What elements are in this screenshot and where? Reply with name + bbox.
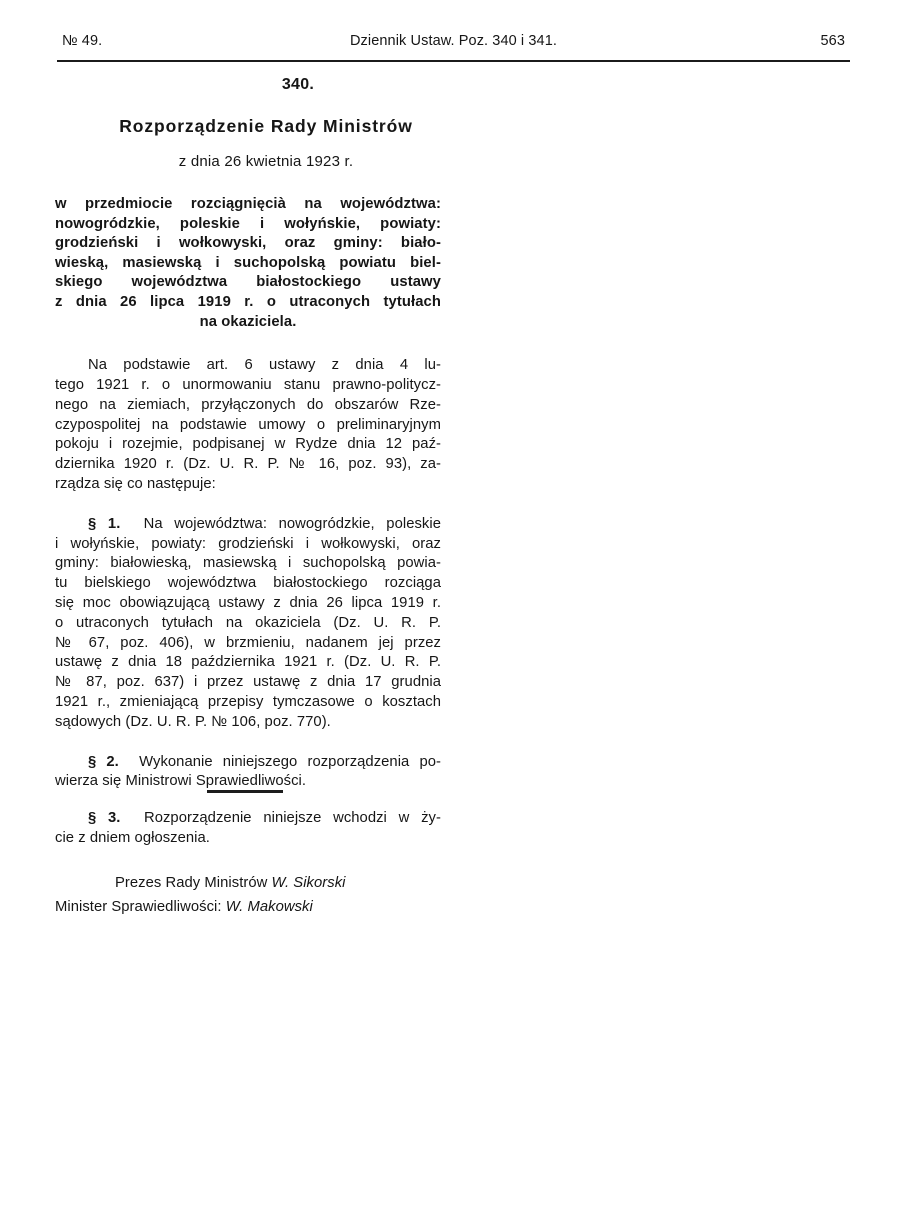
- subject-line: wieską, masiewską i suchopolską powiatu biel-: [55, 254, 441, 271]
- closing-rule: [207, 790, 283, 793]
- header-rule: [57, 60, 850, 62]
- preamble-line: pokoju i rozejmie, podpisanej w Rydze dnia 12 paź-: [55, 436, 441, 453]
- section-line: sądowych (Dz. U. R. P. № 106, poz. 770).: [55, 713, 331, 730]
- signature-role: Prezes Rady Ministrów: [115, 874, 272, 891]
- issue-number: № 49.: [62, 33, 103, 49]
- preamble-line: dziernika 1920 r. (Dz. U. R. P. № 16, poz. 93), za-: [55, 456, 441, 473]
- act-subject: [55, 195, 441, 332]
- section-line: o utraconych tytułach na okaziciela (Dz. U. R. P.: [55, 614, 441, 631]
- subject-line: z dnia 26 lipca 1919 r. o utraconych tytułach: [55, 293, 441, 310]
- section-line: wierza się Ministrowi Sprawiedliwości.: [55, 773, 307, 790]
- subject-line: w przedmiocie rozciągnięcià na województwa:: [55, 196, 441, 212]
- signature-block: [55, 871, 441, 919]
- section-line: się moc obowiązującą ustawy z dnia 26 lipca 1919 r.: [55, 594, 441, 611]
- section-line: 1921 r., zmieniającą przepisy tymczasowe o kosztach: [55, 693, 441, 710]
- preamble-line: rządza się co następuje:: [55, 475, 216, 492]
- subject-line: nowogródzkie, poleskie i wołyńskie, powiaty:: [55, 215, 441, 232]
- section-marker: § 1.: [88, 515, 121, 532]
- preamble-line: nego na ziemiach, przyłączonych do obszarów Rze-: [55, 396, 441, 413]
- page-number: 563: [820, 33, 845, 49]
- section-marker: § 3.: [88, 810, 121, 827]
- section-line: № 67, poz. 406), w brzmieniu, nadanem jej przez: [55, 634, 441, 651]
- section-marker: § 2.: [88, 753, 119, 770]
- section-paragraph-3: [55, 809, 441, 849]
- subject-line: grodzieński i wołkowyski, oraz gminy: biało-: [55, 235, 441, 252]
- subject-line: na okaziciela.: [199, 313, 297, 330]
- section-line: [55, 753, 441, 773]
- section-line: tu bielskiego województwa białostockiego rozciąga: [55, 575, 441, 592]
- preamble-paragraph: [55, 356, 441, 495]
- preamble-line-text: Na podstawie art. 6 ustawy z dnia 4 lu-: [88, 357, 441, 374]
- section-line-text: Wykonanie niniejszego rozporządzenia po-: [139, 753, 441, 770]
- preamble-line: [55, 356, 441, 376]
- section-line-text: Na województwa: nowogródzkie, poleskie: [143, 515, 441, 532]
- signature-name: W. Sikorski: [271, 874, 346, 891]
- signature-role: Minister Sprawiedliwości:: [55, 898, 226, 915]
- section-line: gminy: białowieską, masiewską i suchopolską powia-: [55, 555, 441, 572]
- section-line-text: Rozporządzenie niniejsze wchodzi w ży-: [143, 810, 441, 827]
- subject-line: skiego województwa białostockiego ustawy: [55, 274, 441, 291]
- preamble-line: tego 1921 r. o unormowaniu stanu prawno-politycz-: [55, 376, 441, 393]
- signature-minister: [55, 895, 441, 919]
- preamble-line: czypospolitej na podstawie umowy o preliminaryjnym: [55, 416, 441, 433]
- section-line: [55, 809, 441, 829]
- section-paragraph-2: [55, 753, 441, 793]
- running-head: [62, 33, 845, 55]
- act-title: Rozporządzenie Rady Ministrów: [119, 116, 413, 136]
- act-date: z dnia 26 kwietnia 1923 r.: [178, 153, 354, 170]
- journal-title: Dziennik Ustaw. Poz. 340 i 341.: [349, 33, 557, 49]
- section-line: i wołyńskie, powiaty: grodzieński i wołkowyski, oraz: [55, 535, 441, 552]
- section-paragraph-1: [55, 515, 441, 733]
- signature-name: W. Makowski: [225, 898, 313, 915]
- section-line: [55, 515, 441, 535]
- section-line: ustawę z dnia 18 października 1921 r. (Dz. U. R. P.: [55, 654, 441, 671]
- signature-prime-minister: [55, 871, 441, 895]
- section-line: № 87, poz. 637) i przez ustawę z dnia 17 grudnia: [55, 674, 441, 691]
- section-line: cie z dniem ogłoszenia.: [55, 829, 210, 846]
- act-number: 340.: [281, 76, 315, 93]
